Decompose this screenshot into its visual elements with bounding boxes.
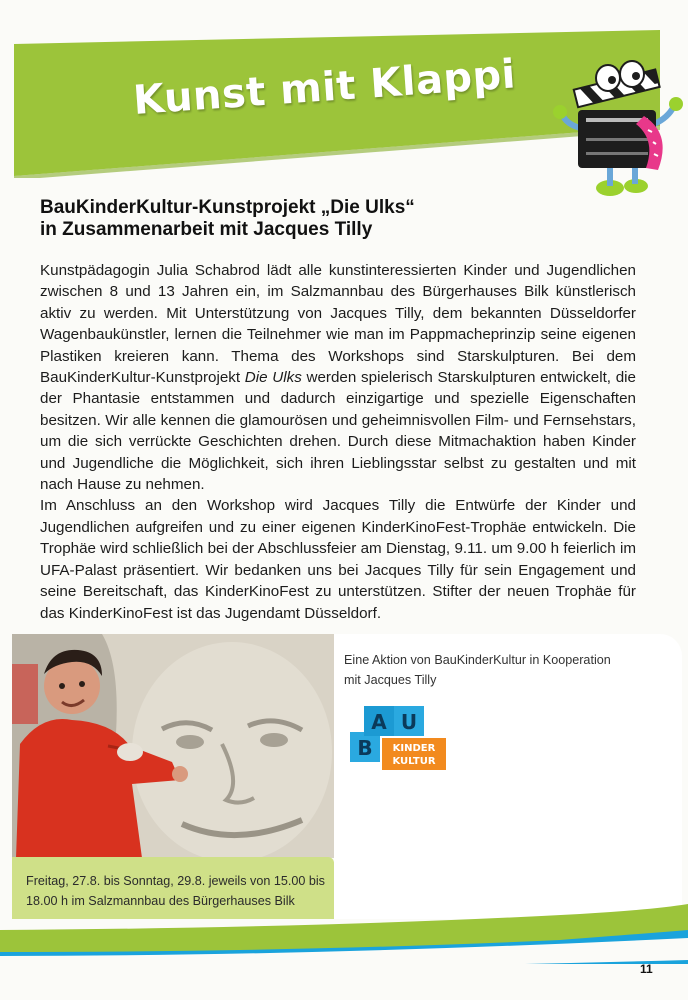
headline-line: in Zusammenarbeit mit Jacques Tilly [40, 219, 373, 240]
page-title: Kunst mit Klappi [131, 51, 518, 124]
project-name: Die Ulks [244, 369, 302, 387]
cooperation-note [344, 650, 664, 690]
photo-image [12, 634, 334, 858]
headline-line: BauKinderKultur-Kunstprojekt „Die Ulks“ [40, 197, 415, 218]
footer-swoosh [0, 900, 688, 1000]
caption-line: Freitag, 27.8. bis Sonntag, 29.8. jeweils von 15.00 bis [26, 874, 325, 888]
klappi-mascot-icon [552, 58, 684, 200]
paragraph: Im Anschluss an den Workshop wird Jacques Tilly die Entwürfe der Kinder und Jugendlichen aufgreifen und zu einer eigenen KinderKinoFest-Trophäe entwickeln. Die Trophäe wird schließlich bei der Abschlussfeier am Dienstag, 9.11. um 9.00 h feierlich im UFA-Palast präsentiert. Wir bedanken uns bei Jacques Tilly für sein Engagement und seine Bereitschaft, das KinderKinoFest zu unterstützen. Stifter der neuen Trophäe für das KinderKinoFest ist das Jugendamt Düsseldorf. [40, 497, 636, 622]
coop-line: Eine Aktion von BauKinderKultur in Kooperation [344, 653, 611, 667]
logo-letter: U [400, 710, 418, 734]
paragraph-text: Kunstpädagogin Julia Schabrod lädt alle kunstinteressierten Kinder und Jugendlichen zwischen 8 und 13 Jahren ein, im Salzmannbau des Bürgerhauses Bilk künstlerisch aktiv zu werden. Mit Unterstützung von Jacques Tilly, dem bekannten Düsseldorfer Wagenbaukünstler, lernen die Teilnehmer wie man im Pappmacheprinzip seine eigenen Plastiken kreieren kann. Thema des Workshops sind Starskulpturen. Bei dem BauKinderKultur-Kunstprojekt [40, 262, 636, 387]
page-number: 11 [640, 962, 653, 976]
sculptor-photo [12, 634, 334, 919]
logo-letter: B [357, 736, 373, 760]
coop-line: mit Jacques Tilly [344, 673, 437, 687]
baukinderkultur-logo-icon [350, 706, 454, 778]
logo-letter: A [371, 710, 387, 734]
article-headline [40, 197, 640, 241]
caption-line: 18.00 h im Salzmannbau des Bürgerhauses Bilk [26, 894, 295, 908]
logo-label: KULTUR [392, 756, 436, 767]
paragraph-text: werden spielerisch Starskulpturen entwickelt, die der Phantasie entstammen und dadurch einzigartige und spezielle Eigenschaften besitzen. Wir alle kennen die glamourösen und geheimnisvollen Film- und Fernsehstars, um die sich verrückte Geschichten drehen. Durch diese Mitmachaktion haben Kinder und Jugendliche die Möglichkeit, sich ihren Lieblingsstar selbst zu gestalten und mit nach Hause zu nehmen. [40, 369, 636, 494]
article-body [40, 260, 636, 624]
logo-label: KINDER [392, 743, 436, 754]
paragraph [40, 260, 636, 495]
